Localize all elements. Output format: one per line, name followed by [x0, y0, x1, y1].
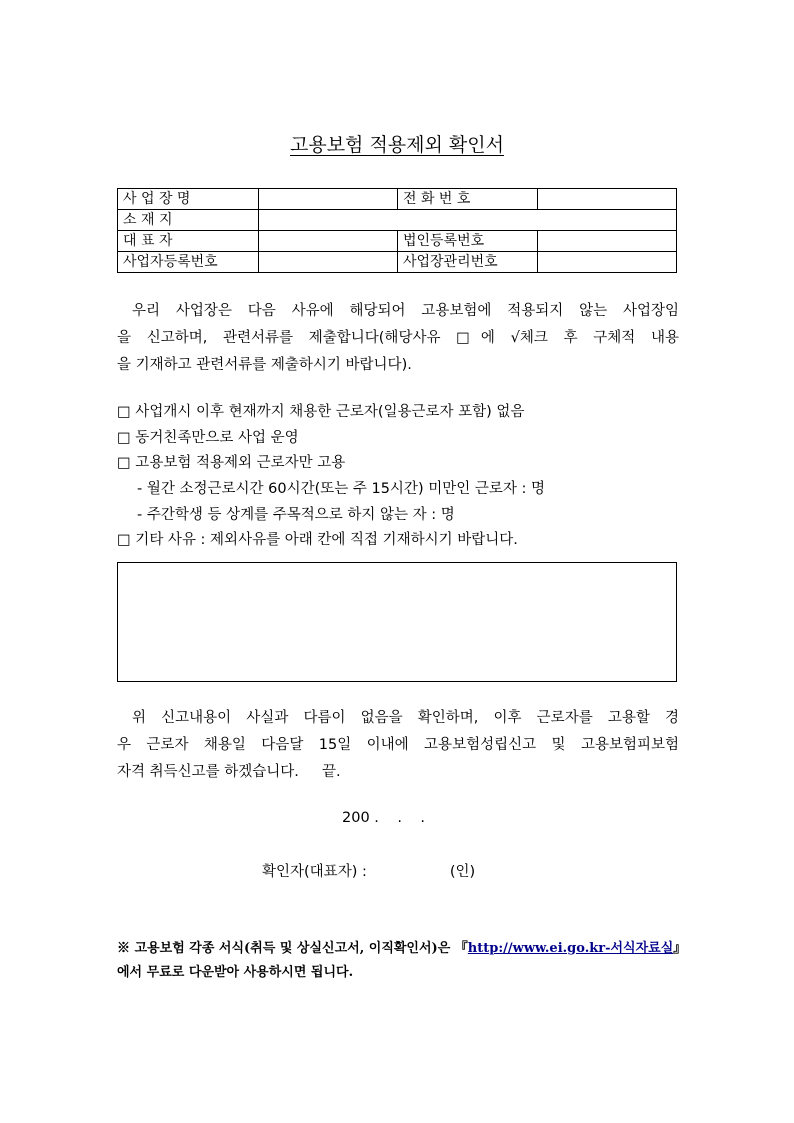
- other-reason-textbox[interactable]: [117, 562, 677, 682]
- intro-line-3: 을 기재하고 관련서류를 제출하시기 바랍니다).: [117, 357, 412, 373]
- phone-field[interactable]: [537, 189, 676, 210]
- footnote: [117, 937, 681, 985]
- intro-line-2: 을 신고하며, 관련서류를 제출합니다(해당사유 □에 √체크 후 구체적 내용: [117, 330, 679, 346]
- business-reg-number-label: 사업자등록번호: [118, 252, 259, 273]
- reason-short-hours-workers: - 월간 소정근로시간 60시간(또는 주 15시간) 미만인 근로자 : 명: [137, 481, 545, 498]
- corp-reg-number-label: 법인등록번호: [397, 231, 537, 252]
- business-reg-number-field[interactable]: [258, 252, 397, 273]
- table-row: [118, 210, 677, 231]
- download-link[interactable]: http://www.ei.go.kr-서식자료실: [467, 941, 674, 956]
- reason-other[interactable]: □ 기타 사유 : 제외사유를 아래 칸에 직접 기재하시기 바랍니다.: [117, 532, 518, 549]
- reason-students: - 주간학생 등 상계를 주목적으로 하지 않는 자 : 명: [137, 506, 455, 523]
- business-name-label: 사 업 장 명: [118, 189, 259, 210]
- representative-field[interactable]: [258, 231, 397, 252]
- confirm-line-3: 자격 취득신고를 하겠습니다. 끝.: [117, 764, 341, 780]
- reason-excluded-workers[interactable]: □ 고용보험 적용제외 근로자만 고용: [117, 455, 346, 472]
- confirm-line-1: 위 신고내용이 사실과 다름이 없음을 확인하며, 이후 근로자를 고용할 경: [132, 710, 679, 726]
- document-title: 고용보험 적용제외 확인서: [290, 134, 504, 156]
- intro-paragraph: [117, 298, 679, 379]
- confirmation-paragraph: [117, 705, 679, 786]
- address-field[interactable]: [258, 210, 676, 231]
- address-label: 소 재 지: [118, 210, 259, 231]
- intro-line-1: 우리 사업장은 다음 사유에 해당되어 고용보험에 적용되지 않는 사업장임: [132, 303, 679, 319]
- confirm-line-2: 우 근로자 채용일 다음달 15일 이내에 고용보험성립신고 및 고용보험피보험: [117, 737, 679, 753]
- table-row: [118, 189, 677, 210]
- site-management-number-label: 사업장관리번호: [397, 252, 537, 273]
- business-name-field[interactable]: [258, 189, 397, 210]
- reason-family-only[interactable]: □ 동거친족만으로 사업 운영: [117, 429, 299, 446]
- site-management-number-field[interactable]: [537, 252, 676, 273]
- reason-no-workers[interactable]: □ 사업개시 이후 현재까지 채용한 근로자(일용근로자 포함) 없음: [117, 404, 525, 420]
- reason-checklist: [117, 400, 545, 554]
- table-row: [118, 252, 677, 273]
- footnote-prefix: ※ 고용보험 각종 서식(취득 및 상실신고서, 이직확인서)은 『: [117, 941, 468, 956]
- representative-label: 대 표 자: [118, 231, 259, 252]
- business-info-table: [117, 188, 677, 273]
- table-row: [118, 231, 677, 252]
- date-line: 200 . . .: [342, 810, 425, 826]
- footnote-suffix: 』에서 무료로 다운받아 사용하시면 됩니다.: [117, 941, 680, 980]
- phone-label: 전 화 번 호: [397, 189, 537, 210]
- signer-line: 확인자(대표자) : (인): [262, 864, 476, 880]
- corp-reg-number-field[interactable]: [537, 231, 676, 252]
